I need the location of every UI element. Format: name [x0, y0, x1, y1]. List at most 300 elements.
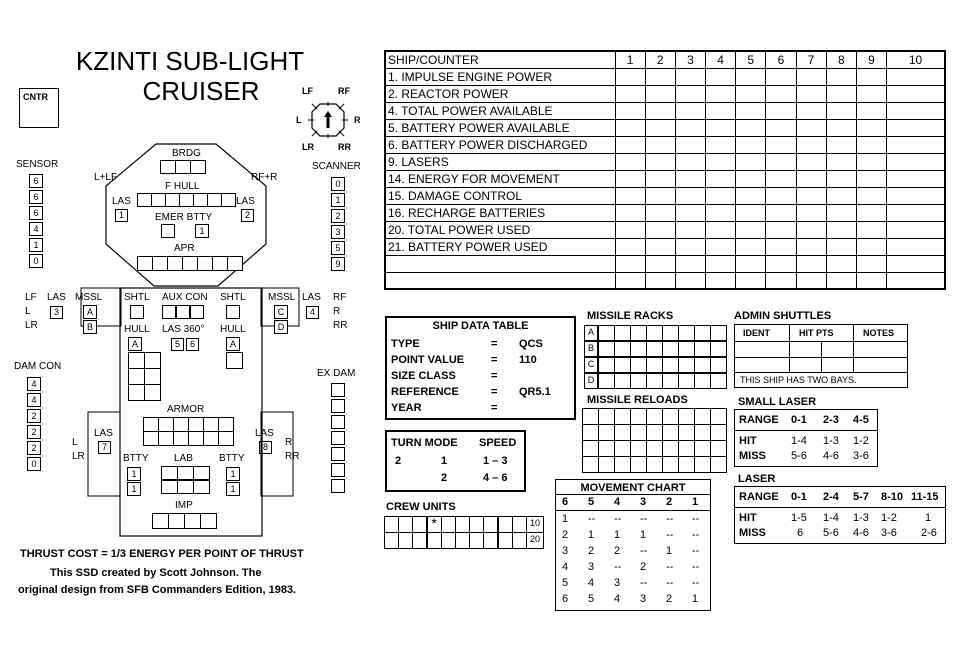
energy-cell[interactable]	[615, 102, 645, 119]
apr-box-4[interactable]	[182, 256, 198, 271]
energy-cell[interactable]	[736, 255, 766, 272]
missile-rack-b[interactable]	[83, 320, 97, 334]
armor-row2-box-6[interactable]	[218, 431, 234, 446]
armor-row2-box-4[interactable]	[188, 431, 204, 446]
missile-rack-cell[interactable]	[646, 341, 663, 357]
crew-unit-box[interactable]	[427, 532, 442, 549]
missile-rack-cell[interactable]	[598, 373, 615, 389]
lab-box-3[interactable]	[193, 466, 210, 480]
energy-cell[interactable]	[766, 153, 796, 170]
missile-reload-cell[interactable]	[614, 408, 631, 425]
battery-left-2[interactable]	[127, 482, 141, 496]
impulse-box-2[interactable]	[168, 513, 185, 529]
energy-cell[interactable]	[796, 68, 826, 85]
energy-cell[interactable]	[856, 170, 886, 187]
missile-rack-cell[interactable]	[598, 357, 615, 373]
hull-left-box-3-0[interactable]	[128, 384, 145, 401]
hull-left-a[interactable]	[128, 337, 142, 351]
energy-cell[interactable]	[856, 85, 886, 102]
impulse-box-3[interactable]	[184, 513, 201, 529]
energy-cell[interactable]	[766, 68, 796, 85]
missile-rack-cell[interactable]	[630, 341, 647, 357]
energy-cell[interactable]	[736, 170, 766, 187]
bridge-box-3[interactable]	[190, 160, 206, 174]
energy-cell[interactable]	[766, 119, 796, 136]
energy-cell[interactable]	[615, 153, 645, 170]
energy-cell[interactable]	[826, 187, 856, 204]
hull-left-box-2-0[interactable]	[128, 368, 145, 385]
apr-box-1[interactable]	[137, 256, 153, 271]
armor-row2-box-1[interactable]	[143, 431, 159, 446]
crew-unit-box[interactable]	[455, 516, 470, 533]
energy-cell[interactable]	[675, 187, 705, 204]
energy-cell[interactable]	[675, 221, 705, 238]
energy-cell[interactable]	[856, 255, 886, 272]
missile-reload-cell[interactable]	[694, 440, 711, 457]
apr-box-7[interactable]	[227, 256, 243, 271]
laser-8-box[interactable]	[259, 441, 272, 454]
scanner-box-2[interactable]: 1	[331, 193, 345, 207]
missile-reload-cell[interactable]	[630, 456, 647, 473]
energy-cell[interactable]	[736, 102, 766, 119]
missile-rack-cell[interactable]	[630, 357, 647, 373]
forward-hull-box-7[interactable]	[221, 193, 236, 207]
energy-cell[interactable]	[766, 221, 796, 238]
energy-cell[interactable]	[887, 119, 945, 136]
missile-reload-cell[interactable]	[598, 440, 615, 457]
missile-rack-cell[interactable]	[710, 341, 727, 357]
sensor-box-5[interactable]: 1	[29, 238, 43, 252]
missile-rack-cell[interactable]	[598, 325, 615, 341]
energy-cell[interactable]	[887, 153, 945, 170]
battery-right-2[interactable]	[226, 482, 240, 496]
emer-btty-box-2[interactable]	[195, 224, 209, 238]
energy-cell[interactable]	[736, 119, 766, 136]
missile-rack-cell[interactable]	[614, 341, 631, 357]
missile-reload-cell[interactable]	[662, 456, 679, 473]
exdam-box-6[interactable]	[331, 463, 345, 477]
damcon-box-2[interactable]: 4	[27, 393, 41, 407]
damcon-box-6[interactable]: 0	[27, 457, 41, 471]
energy-cell[interactable]	[615, 255, 645, 272]
energy-cell[interactable]	[826, 170, 856, 187]
energy-cell[interactable]	[645, 119, 675, 136]
missile-reload-cell[interactable]	[614, 456, 631, 473]
lab-box-1[interactable]	[161, 466, 178, 480]
battery-left-1[interactable]	[127, 467, 141, 481]
hull-right-box-1[interactable]	[226, 352, 243, 369]
energy-cell[interactable]	[645, 136, 675, 153]
sensor-box-4[interactable]: 4	[29, 222, 43, 236]
missile-rack-cell[interactable]	[662, 341, 679, 357]
missile-reload-cell[interactable]	[678, 408, 695, 425]
missile-reload-cell[interactable]	[694, 456, 711, 473]
missile-rack-a[interactable]	[83, 305, 97, 319]
missile-reload-cell[interactable]	[630, 408, 647, 425]
laser-3-box[interactable]	[50, 306, 63, 319]
energy-cell[interactable]	[675, 153, 705, 170]
energy-cell[interactable]	[887, 170, 945, 187]
energy-cell[interactable]	[675, 238, 705, 255]
crew-unit-box[interactable]	[398, 532, 413, 549]
energy-cell[interactable]	[856, 136, 886, 153]
energy-cell[interactable]	[645, 85, 675, 102]
missile-rack-cell[interactable]	[710, 357, 727, 373]
aux-con-box-2[interactable]	[176, 305, 190, 319]
missile-rack-cell[interactable]	[614, 373, 631, 389]
apr-box-2[interactable]	[152, 256, 168, 271]
missile-rack-cell[interactable]	[662, 357, 679, 373]
laser-2-box[interactable]	[241, 209, 254, 222]
missile-rack-cell[interactable]	[678, 357, 695, 373]
energy-cell[interactable]	[766, 85, 796, 102]
energy-cell[interactable]	[887, 255, 945, 272]
energy-cell[interactable]	[826, 119, 856, 136]
energy-cell[interactable]	[796, 153, 826, 170]
energy-cell[interactable]	[826, 238, 856, 255]
damcon-box-3[interactable]: 2	[27, 409, 41, 423]
energy-cell[interactable]	[826, 221, 856, 238]
energy-cell[interactable]	[887, 68, 945, 85]
missile-rack-cell[interactable]	[710, 325, 727, 341]
damcon-box-4[interactable]: 2	[27, 425, 41, 439]
energy-cell[interactable]	[706, 153, 736, 170]
energy-cell[interactable]	[706, 255, 736, 272]
armor-row1-box-4[interactable]	[188, 417, 204, 432]
missile-reload-cell[interactable]	[598, 408, 615, 425]
energy-cell[interactable]	[675, 85, 705, 102]
energy-cell[interactable]	[736, 238, 766, 255]
missile-reload-cell[interactable]	[582, 440, 599, 457]
missile-rack-cell[interactable]	[694, 357, 711, 373]
missile-reload-cell[interactable]	[614, 440, 631, 457]
crew-unit-box[interactable]	[441, 532, 456, 549]
energy-cell[interactable]	[675, 119, 705, 136]
missile-reload-cell[interactable]	[678, 424, 695, 441]
energy-cell[interactable]	[615, 238, 645, 255]
energy-cell[interactable]	[615, 204, 645, 221]
energy-cell[interactable]	[706, 170, 736, 187]
forward-hull-box-4[interactable]	[179, 193, 194, 207]
armor-row2-box-5[interactable]	[203, 431, 219, 446]
energy-cell[interactable]	[645, 272, 675, 289]
energy-cell[interactable]	[796, 85, 826, 102]
energy-cell[interactable]	[826, 153, 856, 170]
energy-cell[interactable]	[856, 272, 886, 289]
energy-cell[interactable]	[736, 187, 766, 204]
energy-cell[interactable]	[706, 238, 736, 255]
energy-cell[interactable]	[675, 102, 705, 119]
energy-cell[interactable]	[887, 204, 945, 221]
energy-cell[interactable]	[766, 255, 796, 272]
energy-cell[interactable]	[766, 170, 796, 187]
missile-rack-cell[interactable]	[662, 373, 679, 389]
laser-5-box[interactable]	[171, 338, 184, 351]
energy-cell[interactable]	[887, 136, 945, 153]
energy-cell[interactable]	[675, 136, 705, 153]
impulse-box-1[interactable]	[152, 513, 169, 529]
energy-cell[interactable]	[645, 102, 675, 119]
missile-reload-cell[interactable]	[710, 456, 727, 473]
energy-cell[interactable]	[615, 85, 645, 102]
crew-unit-box[interactable]	[469, 532, 484, 549]
energy-cell[interactable]	[856, 221, 886, 238]
energy-cell[interactable]	[887, 187, 945, 204]
missile-rack-d[interactable]	[274, 320, 288, 334]
missile-rack-cell[interactable]	[646, 357, 663, 373]
missile-reload-cell[interactable]	[582, 424, 599, 441]
missile-rack-cell[interactable]	[662, 325, 679, 341]
aux-con-box-1[interactable]	[162, 305, 176, 319]
forward-hull-box-5[interactable]	[193, 193, 208, 207]
exdam-box-5[interactable]	[331, 447, 345, 461]
exdam-box-3[interactable]	[331, 415, 345, 429]
forward-hull-box-2[interactable]	[151, 193, 166, 207]
energy-cell[interactable]	[856, 68, 886, 85]
lab-row2-box-3[interactable]	[193, 480, 210, 494]
energy-cell[interactable]	[706, 204, 736, 221]
energy-cell[interactable]	[736, 68, 766, 85]
armor-row1-box-5[interactable]	[203, 417, 219, 432]
scanner-box-5[interactable]: 5	[331, 241, 345, 255]
energy-cell[interactable]	[796, 119, 826, 136]
missile-rack-cell[interactable]	[646, 373, 663, 389]
energy-cell[interactable]	[826, 85, 856, 102]
energy-cell[interactable]	[615, 119, 645, 136]
lab-row2-box-1[interactable]	[161, 480, 178, 494]
energy-cell[interactable]	[856, 153, 886, 170]
energy-cell[interactable]	[736, 85, 766, 102]
energy-cell[interactable]	[796, 238, 826, 255]
crew-unit-box[interactable]	[469, 516, 484, 533]
exdam-box-7[interactable]	[331, 479, 345, 493]
missile-reload-cell[interactable]	[646, 440, 663, 457]
exdam-box-2[interactable]	[331, 399, 345, 413]
crew-unit-box[interactable]	[483, 516, 498, 533]
missile-rack-cell[interactable]	[694, 341, 711, 357]
energy-cell[interactable]	[615, 68, 645, 85]
crew-unit-box[interactable]	[498, 516, 513, 533]
energy-cell[interactable]	[675, 204, 705, 221]
energy-cell[interactable]	[887, 102, 945, 119]
forward-hull-box-3[interactable]	[165, 193, 180, 207]
energy-cell[interactable]	[796, 170, 826, 187]
energy-cell[interactable]	[615, 221, 645, 238]
missile-reload-cell[interactable]	[582, 408, 599, 425]
energy-cell[interactable]	[826, 272, 856, 289]
energy-cell[interactable]	[887, 85, 945, 102]
apr-box-5[interactable]	[197, 256, 213, 271]
energy-cell[interactable]	[796, 204, 826, 221]
missile-rack-cell[interactable]	[630, 373, 647, 389]
missile-rack-c[interactable]	[274, 305, 288, 319]
missile-reload-cell[interactable]	[694, 408, 711, 425]
missile-reload-cell[interactable]	[598, 424, 615, 441]
missile-rack-cell[interactable]	[678, 341, 695, 357]
energy-cell[interactable]	[796, 136, 826, 153]
energy-cell[interactable]	[615, 187, 645, 204]
lab-box-2[interactable]	[177, 466, 194, 480]
armor-row1-box-1[interactable]	[143, 417, 159, 432]
missile-rack-cell[interactable]	[630, 325, 647, 341]
missile-reload-cell[interactable]	[662, 424, 679, 441]
energy-cell[interactable]	[645, 187, 675, 204]
crew-unit-box[interactable]	[455, 532, 470, 549]
energy-cell[interactable]	[645, 221, 675, 238]
energy-cell[interactable]	[736, 204, 766, 221]
exdam-box-1[interactable]	[331, 383, 345, 397]
energy-cell[interactable]	[826, 68, 856, 85]
scanner-box-4[interactable]: 3	[331, 225, 345, 239]
energy-cell[interactable]	[766, 238, 796, 255]
crew-unit-box[interactable]	[441, 516, 456, 533]
crew-unit-box[interactable]	[412, 516, 427, 533]
laser-1-box[interactable]	[115, 209, 128, 222]
energy-cell[interactable]	[706, 187, 736, 204]
energy-cell[interactable]	[766, 136, 796, 153]
energy-cell[interactable]	[766, 204, 796, 221]
missile-rack-cell[interactable]	[694, 325, 711, 341]
missile-reload-cell[interactable]	[646, 408, 663, 425]
energy-cell[interactable]	[706, 272, 736, 289]
emer-btty-box-1[interactable]	[161, 224, 175, 238]
sensor-box-6[interactable]: 0	[29, 254, 43, 268]
damcon-box-5[interactable]: 2	[27, 441, 41, 455]
laser-4-box[interactable]	[306, 306, 319, 319]
energy-cell[interactable]	[615, 136, 645, 153]
missile-rack-cell[interactable]	[678, 325, 695, 341]
energy-cell[interactable]	[766, 187, 796, 204]
armor-row2-box-2[interactable]	[158, 431, 174, 446]
crew-unit-box[interactable]	[512, 532, 527, 549]
energy-cell[interactable]	[856, 238, 886, 255]
energy-cell[interactable]	[796, 187, 826, 204]
energy-cell[interactable]	[826, 204, 856, 221]
crew-unit-box[interactable]	[412, 532, 427, 549]
missile-reload-cell[interactable]	[646, 456, 663, 473]
energy-cell[interactable]	[645, 68, 675, 85]
armor-row2-box-3[interactable]	[173, 431, 189, 446]
energy-cell[interactable]	[645, 255, 675, 272]
missile-reload-cell[interactable]	[678, 440, 695, 457]
missile-reload-cell[interactable]	[662, 408, 679, 425]
sensor-box-3[interactable]: 6	[29, 206, 43, 220]
energy-cell[interactable]	[887, 272, 945, 289]
energy-cell[interactable]	[706, 85, 736, 102]
crew-unit-box[interactable]	[483, 532, 498, 549]
missile-rack-cell[interactable]	[678, 373, 695, 389]
armor-row1-box-2[interactable]	[158, 417, 174, 432]
scanner-box-1[interactable]: 0	[331, 177, 345, 191]
missile-reload-cell[interactable]	[678, 456, 695, 473]
energy-cell[interactable]	[766, 102, 796, 119]
missile-rack-cell[interactable]	[614, 325, 631, 341]
crew-unit-box[interactable]	[384, 516, 399, 533]
energy-cell[interactable]	[887, 238, 945, 255]
scanner-box-6[interactable]: 9	[331, 257, 345, 271]
missile-rack-cell[interactable]	[710, 373, 727, 389]
energy-cell[interactable]	[736, 153, 766, 170]
energy-cell[interactable]	[736, 272, 766, 289]
missile-reload-cell[interactable]	[614, 424, 631, 441]
energy-cell[interactable]	[826, 136, 856, 153]
energy-cell[interactable]	[706, 136, 736, 153]
missile-reload-cell[interactable]	[630, 440, 647, 457]
energy-cell[interactable]	[706, 68, 736, 85]
energy-cell[interactable]	[856, 204, 886, 221]
forward-hull-box-6[interactable]	[207, 193, 222, 207]
scanner-box-3[interactable]: 2	[331, 209, 345, 223]
missile-rack-cell[interactable]	[646, 325, 663, 341]
sensor-box-2[interactable]: 6	[29, 190, 43, 204]
laser-6-box[interactable]	[186, 338, 199, 351]
impulse-box-4[interactable]	[200, 513, 217, 529]
hull-right-a[interactable]	[226, 337, 240, 351]
hull-left-box-3-1[interactable]	[144, 384, 161, 401]
energy-cell[interactable]	[645, 153, 675, 170]
missile-reload-cell[interactable]	[582, 456, 599, 473]
energy-cell[interactable]	[706, 119, 736, 136]
lab-row2-box-2[interactable]	[177, 480, 194, 494]
aux-con-box-3[interactable]	[190, 305, 204, 319]
missile-rack-cell[interactable]	[598, 341, 615, 357]
energy-cell[interactable]	[675, 170, 705, 187]
energy-cell[interactable]	[675, 255, 705, 272]
missile-reload-cell[interactable]	[694, 424, 711, 441]
energy-cell[interactable]	[796, 255, 826, 272]
energy-cell[interactable]	[856, 102, 886, 119]
energy-cell[interactable]	[736, 221, 766, 238]
missile-reload-cell[interactable]	[646, 424, 663, 441]
energy-cell[interactable]	[826, 255, 856, 272]
missile-rack-cell[interactable]	[694, 373, 711, 389]
hull-left-box-1-0[interactable]	[128, 352, 145, 369]
energy-cell[interactable]	[706, 221, 736, 238]
hull-left-box-2-1[interactable]	[144, 368, 161, 385]
bridge-box-1[interactable]	[160, 160, 176, 174]
hull-left-box-1-1[interactable]	[144, 352, 161, 369]
shuttle-left-box[interactable]	[130, 305, 144, 319]
bridge-box-2[interactable]	[175, 160, 191, 174]
energy-cell[interactable]	[826, 102, 856, 119]
laser-7-box[interactable]	[98, 441, 111, 454]
energy-cell[interactable]	[856, 187, 886, 204]
missile-reload-cell[interactable]	[662, 440, 679, 457]
energy-cell[interactable]	[615, 170, 645, 187]
armor-row1-box-3[interactable]	[173, 417, 189, 432]
energy-cell[interactable]	[796, 221, 826, 238]
crew-unit-box[interactable]	[512, 516, 527, 533]
energy-cell[interactable]	[736, 136, 766, 153]
energy-cell[interactable]	[796, 272, 826, 289]
apr-box-6[interactable]	[212, 256, 228, 271]
energy-cell[interactable]	[706, 102, 736, 119]
missile-reload-cell[interactable]	[710, 408, 727, 425]
damcon-box-1[interactable]: 4	[27, 377, 41, 391]
energy-cell[interactable]	[645, 238, 675, 255]
armor-row1-box-6[interactable]	[218, 417, 234, 432]
apr-box-3[interactable]	[167, 256, 183, 271]
energy-cell[interactable]	[766, 272, 796, 289]
shuttle-right-box[interactable]	[226, 305, 240, 319]
missile-reload-cell[interactable]	[710, 424, 727, 441]
crew-unit-star[interactable]: *	[427, 516, 442, 533]
exdam-box-4[interactable]	[331, 431, 345, 445]
battery-right-1[interactable]	[226, 467, 240, 481]
crew-unit-box[interactable]	[384, 532, 399, 549]
energy-cell[interactable]	[615, 272, 645, 289]
missile-reload-cell[interactable]	[630, 424, 647, 441]
